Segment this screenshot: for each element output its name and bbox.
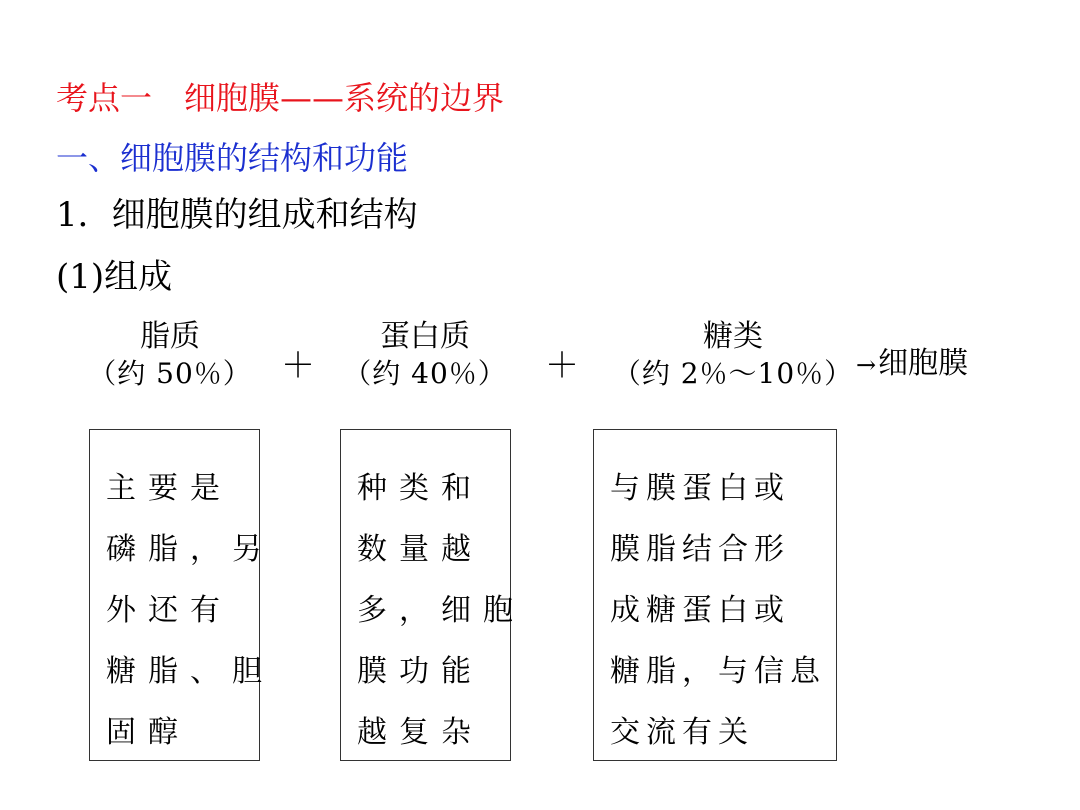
box-line: 越复杂 xyxy=(357,715,483,750)
protein-description-box xyxy=(340,429,525,761)
box-line: 糖脂、胆 xyxy=(106,654,274,689)
item-title: 1．细胞膜的组成和结构 xyxy=(56,195,418,235)
box-line: 膜功能 xyxy=(357,654,483,689)
arrow-icon: → xyxy=(856,351,877,379)
box-line: 固醇 xyxy=(106,715,190,750)
component-percent: （约 50％） xyxy=(88,356,252,390)
plus-sign: ＋ xyxy=(281,346,315,386)
box-line: 与膜蛋白或 xyxy=(610,471,790,506)
plus-sign: ＋ xyxy=(545,346,579,386)
result-arrow xyxy=(856,338,968,382)
component-name: 糖类 xyxy=(703,319,763,354)
component-sugar xyxy=(608,318,858,391)
sub-item-title: (1)组成 xyxy=(56,257,173,297)
component-lipid xyxy=(80,318,260,391)
component-name: 脂质 xyxy=(140,319,200,354)
result-label: 细胞膜 xyxy=(878,346,969,381)
sugar-description-box xyxy=(593,429,837,761)
box-line: 种类和 xyxy=(357,471,483,506)
component-percent: （约 2％～10％） xyxy=(612,356,854,390)
component-percent: （约 40％） xyxy=(343,356,507,390)
box-line: 多，细胞 xyxy=(357,593,525,628)
component-name: 蛋白质 xyxy=(380,319,470,354)
box-line: 外还有 xyxy=(106,593,232,628)
box-line: 糖脂，与信息 xyxy=(610,654,826,689)
box-line: 数量越 xyxy=(357,532,483,567)
box-line: 主要是 xyxy=(106,471,232,506)
subsection-title: 一、细胞膜的结构和功能 xyxy=(56,139,409,177)
box-line: 膜脂结合形 xyxy=(610,532,790,567)
component-protein xyxy=(340,318,510,391)
section-title: 考点一 细胞膜——系统的边界 xyxy=(56,79,505,117)
box-line: 磷脂，另 xyxy=(106,532,274,567)
box-line: 交流有关 xyxy=(610,715,754,750)
box-line: 成糖蛋白或 xyxy=(610,593,790,628)
lipid-description-box xyxy=(89,429,274,761)
